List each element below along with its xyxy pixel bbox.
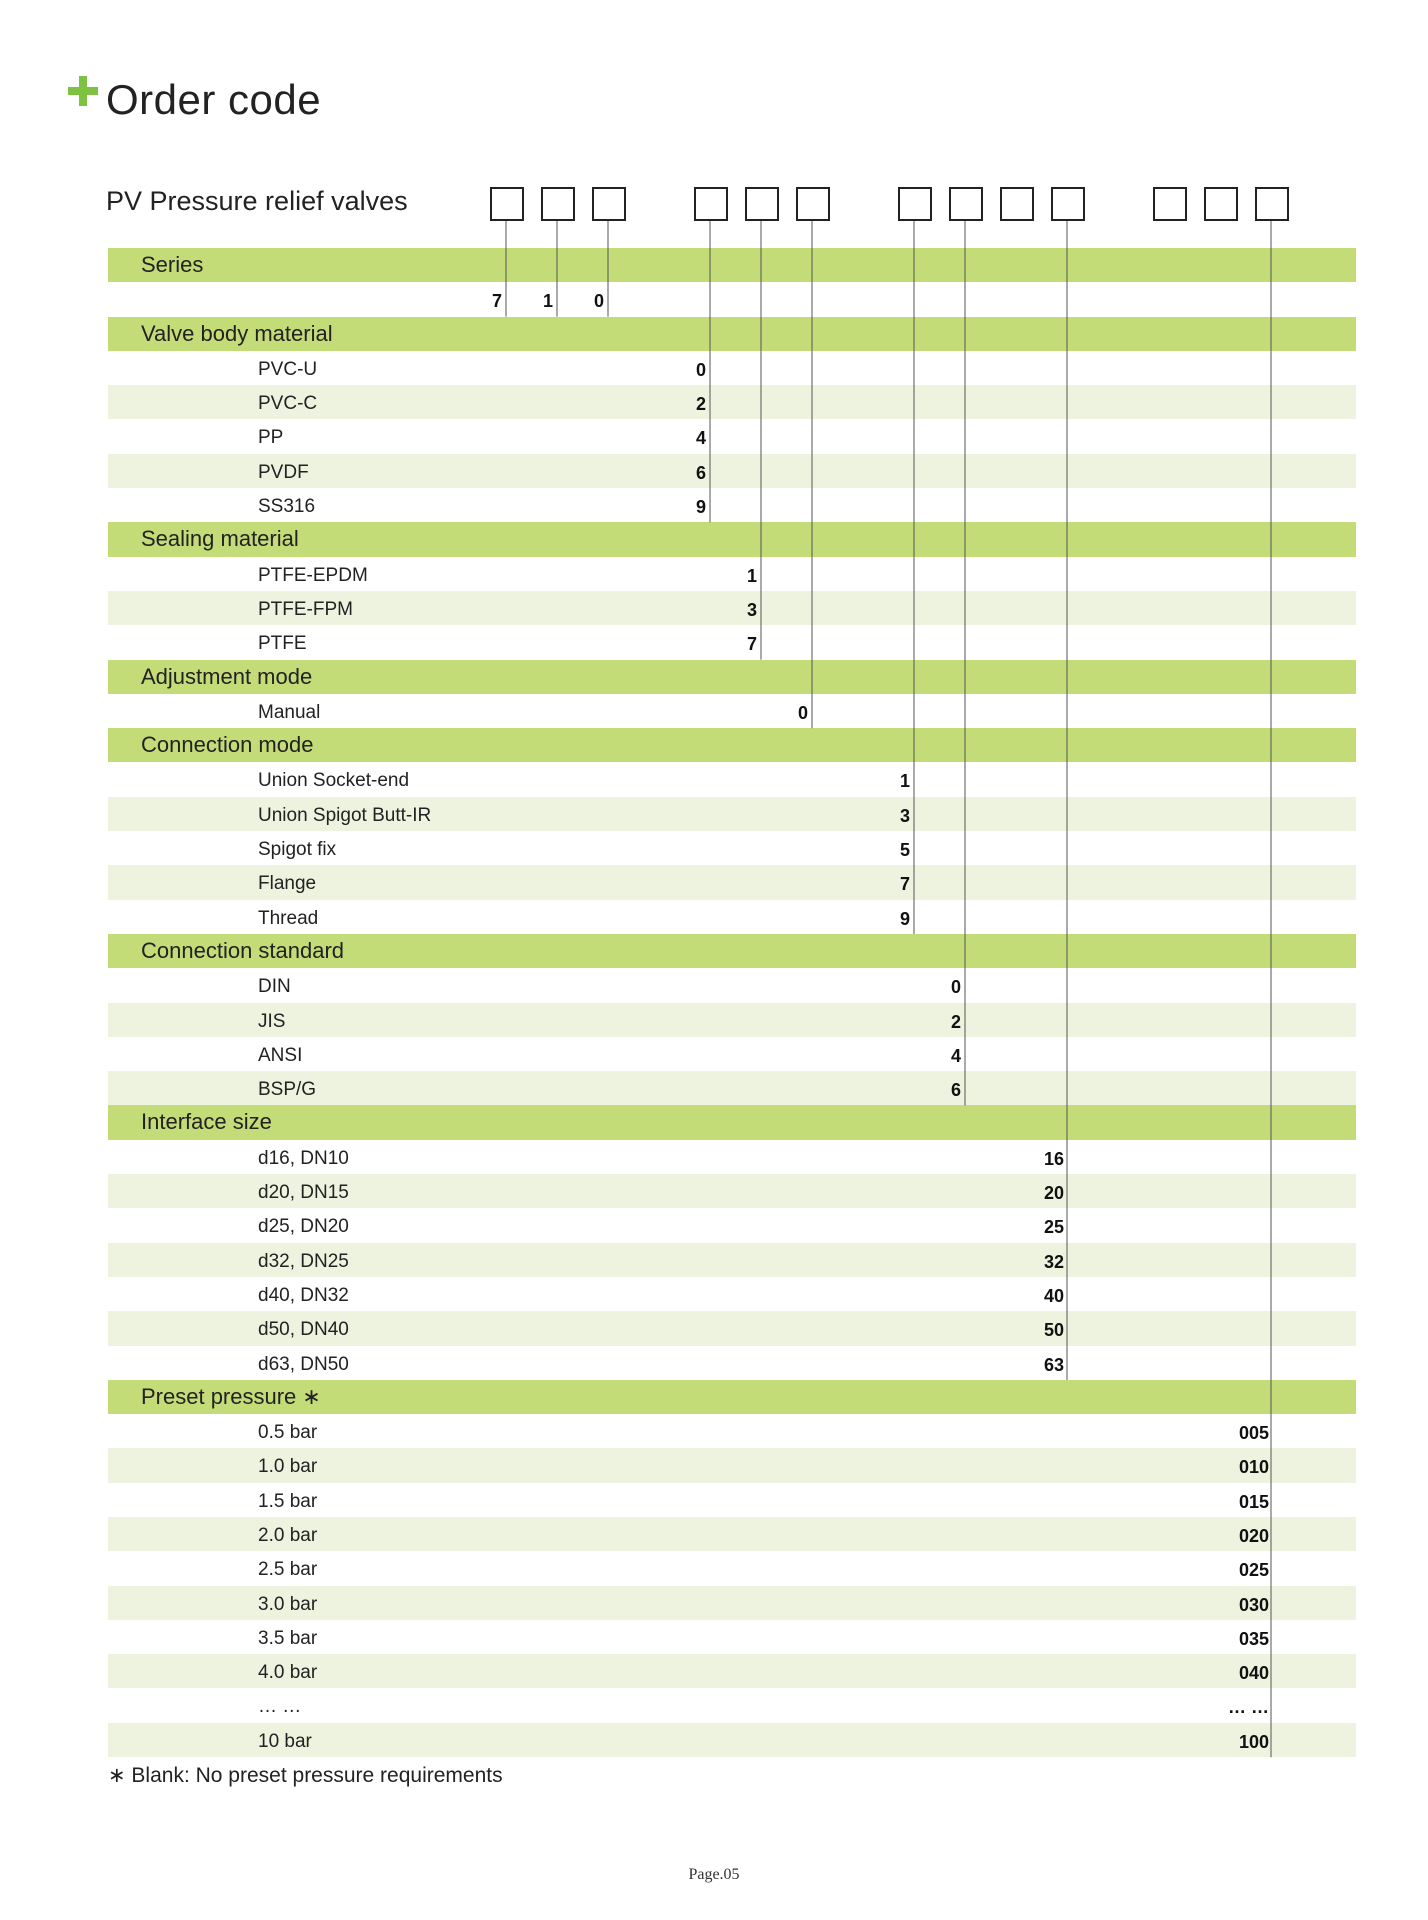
code-box-13 [1255,187,1289,221]
option-row [108,625,1356,659]
option-row [108,351,1356,385]
option-label: 3.5 bar [258,1627,318,1649]
option-label: 2.0 bar [258,1524,318,1546]
code-box-1 [490,187,524,221]
option-label: d50, DN40 [258,1319,349,1341]
option-row [108,762,1356,796]
option-code: 030 [1238,1594,1269,1615]
option-code: 3 [746,599,757,620]
section-title: Valve body material [141,320,333,346]
option-label: ANSI [258,1044,303,1066]
option-label: BSP/G [258,1079,317,1101]
option-label: PVC-C [258,393,318,415]
option-row [108,591,1356,625]
option-code: 4 [950,1045,961,1066]
option-row [108,1586,1356,1620]
series-digit: 0 [593,291,604,312]
code-box-5 [745,187,779,221]
option-label: d40, DN32 [258,1284,349,1306]
option-code: 2 [695,394,706,415]
section-title: Connection standard [141,937,345,963]
option-label: Union Spigot Butt-IR [258,804,432,826]
option-code [108,282,109,283]
section-header [108,1105,1356,1139]
option-label: PP [258,427,284,449]
option-label: DIN [258,976,291,998]
option-row [108,1517,1356,1551]
option-code: 20 [1043,1183,1064,1204]
order-code-table [108,248,1356,1757]
option-code: 32 [1043,1251,1064,1272]
section-header [108,660,1356,694]
option-code: 0 [797,702,808,723]
option-row [108,385,1356,419]
option-row [108,1311,1356,1345]
option-code: 0 [695,359,706,380]
option-label: d25, DN20 [258,1216,349,1238]
section-title: Interface size [141,1109,272,1135]
code-box-9 [1000,187,1034,221]
option-row [108,1551,1356,1585]
option-row [108,1448,1356,1482]
option-code: … … [1227,1697,1269,1718]
option-label: 4.0 bar [258,1662,318,1684]
section-header [108,317,1356,351]
option-code: 100 [1238,1731,1269,1752]
option-label: PTFE-FPM [258,598,353,620]
code-box-6 [796,187,830,221]
option-code: 16 [1043,1148,1064,1169]
option-label: Manual [258,701,321,723]
option-code: 9 [899,908,910,929]
option-row [108,1483,1356,1517]
section-header [108,248,1356,282]
option-row [108,1688,1356,1722]
code-box-7 [898,187,932,221]
option-code: 7 [746,634,757,655]
option-label: d63, DN50 [258,1353,349,1375]
option-code: 5 [899,840,910,861]
option-row [108,557,1356,591]
option-label: Flange [258,873,317,895]
plus-icon [68,76,98,106]
option-code: 0 [950,977,961,998]
option-code: 1 [899,771,910,792]
code-box-2 [541,187,575,221]
option-label: 3.0 bar [258,1593,318,1615]
option-label: d20, DN15 [258,1182,349,1204]
option-code: 020 [1238,1525,1269,1546]
option-label: … … [258,1696,302,1718]
option-code: 2 [950,1011,961,1032]
series-digit: 7 [491,291,502,312]
option-row [108,831,1356,865]
option-code: 63 [1043,1354,1064,1375]
footnote: ∗ Blank: No preset pressure requirements [108,1764,503,1787]
code-box-4 [694,187,728,221]
option-row [108,797,1356,831]
code-box-11 [1153,187,1187,221]
code-box-10 [1051,187,1085,221]
option-row [108,454,1356,488]
option-label: Union Socket-end [258,770,410,792]
code-box-12 [1204,187,1238,221]
section-header [108,728,1356,762]
option-code: 7 [899,874,910,895]
option-row [108,419,1356,453]
option-row [108,488,1356,522]
option-row [108,865,1356,899]
option-code: 3 [899,805,910,826]
option-code: 6 [950,1080,961,1101]
series-digit: 1 [542,291,553,312]
option-code: 015 [1238,1491,1269,1512]
option-code: 005 [1238,1423,1269,1444]
option-code: 040 [1238,1663,1269,1684]
option-row [108,1037,1356,1071]
option-code: 010 [1238,1457,1269,1478]
option-label: 1.0 bar [258,1456,318,1478]
code-box-8 [949,187,983,221]
option-code: 6 [695,462,706,483]
option-row [108,1243,1356,1277]
option-row [108,968,1356,1002]
option-code: 025 [1238,1560,1269,1581]
option-row [108,694,1356,728]
option-row [108,1071,1356,1105]
option-row [108,282,1356,316]
section-title: Adjustment mode [141,663,313,689]
option-row [108,1174,1356,1208]
option-label: PTFE-EPDM [258,564,368,586]
option-label: d32, DN25 [258,1250,349,1272]
section-title: Sealing material [141,526,299,552]
code-box-3 [592,187,626,221]
section-title: Preset pressure ∗ [141,1383,321,1409]
option-label: 0.5 bar [258,1422,318,1444]
option-label: Spigot fix [258,839,337,861]
option-row [108,1346,1356,1380]
option-label: PVC-U [258,358,318,380]
option-label: 2.5 bar [258,1559,318,1581]
option-code: 1 [746,565,757,586]
page-number: Page.05 [688,1866,740,1883]
option-label: d16, DN10 [258,1147,349,1169]
option-row [108,1620,1356,1654]
option-label: SS316 [258,496,316,518]
option-row [108,1723,1356,1757]
option-label: 10 bar [258,1730,312,1752]
page-title: Order code [106,76,322,123]
option-row [108,1277,1356,1311]
option-row [108,1140,1356,1174]
option-label: PVDF [258,461,309,483]
option-row [108,1654,1356,1688]
option-code: 50 [1043,1320,1064,1341]
option-row [108,1208,1356,1242]
option-row [108,1414,1356,1448]
option-row [108,900,1356,934]
option-label: 1.5 bar [258,1490,318,1512]
section-title: Series [141,252,204,277]
option-label: PTFE [258,633,307,655]
option-label: JIS [258,1010,286,1032]
option-code: 40 [1043,1285,1064,1306]
section-header [108,1380,1356,1414]
option-code: 25 [1043,1217,1064,1238]
section-title: Connection mode [141,732,314,758]
section-header [108,522,1356,556]
option-code: 9 [695,497,706,518]
product-name: PV Pressure relief valves [106,186,408,216]
option-code: 035 [1238,1628,1269,1649]
option-label: Thread [258,907,319,929]
option-code: 4 [695,428,706,449]
section-header [108,934,1356,968]
option-row [108,1003,1356,1037]
